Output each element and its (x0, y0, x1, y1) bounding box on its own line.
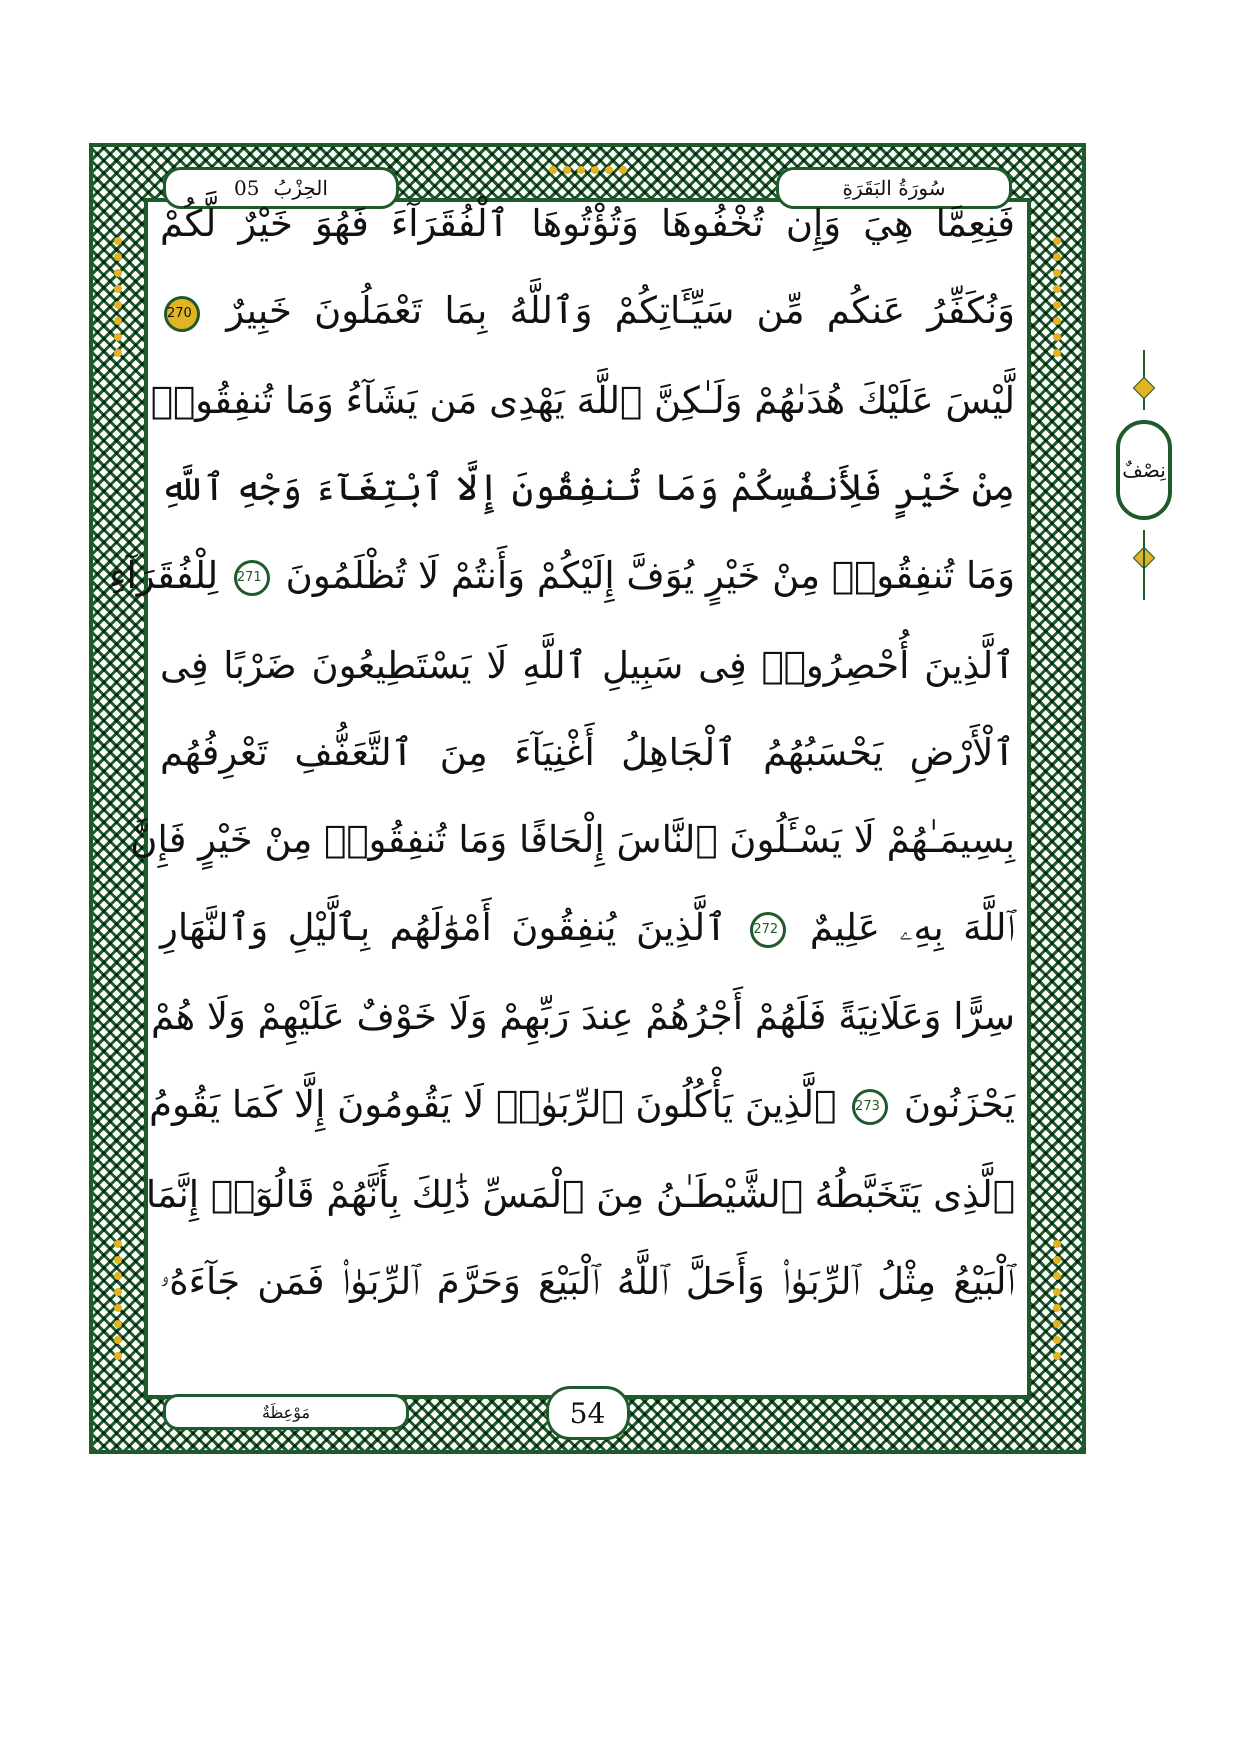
quran-text (109, 202, 1016, 1303)
verse-line (160, 1259, 1015, 1303)
marker-line-bottom (1143, 530, 1145, 600)
verse-text: وَنُكَفِّرُ عَنكُم مِّن سَيِّـَٔاتِكُمْ وَٱللَّهُ بِمَا تَعْمَلُونَ خَبِيرٌ (226, 289, 1015, 333)
verse-text: بِسِيمَـٰهُمْ لَا يَسْـَٔلُونَ ٱلنَّاسَ إِلْحَافًا وَمَا تُنفِقُوا۟ مِنْ خَيْرٍ فَإِنَّ (130, 818, 1015, 862)
verse-line (160, 466, 1015, 510)
left-ornament-bottom (111, 1240, 125, 1360)
verse-line (160, 730, 1015, 774)
verse-text: ٱلَّذِينَ أُحْصِرُوا۟ فِى سَبِيلِ ٱللَّهِ لَا يَسْتَطِيعُونَ ضَرْبًا فِى (160, 643, 1015, 687)
verse-line (160, 905, 1016, 949)
right-ornament-bottom (1050, 1240, 1064, 1360)
verse-text: وَمَا تُنفِقُوا۟ مِنْ خَيْرٍ يُوَفَّ إِلَيْكُمْ وَأَنتُمْ لَا تُظْلَمُونَ (285, 553, 1015, 597)
ayah-number-marker: 273 (852, 1089, 888, 1125)
right-ornament-top (1050, 237, 1064, 357)
verse-text: فَنِعِمَّا هِيَ وَإِن تُخْفُوهَا وَتُؤْتُوهَا ٱلْفُقَرَآءَ فَهُوَ خَيْرٌ لَّكُمْ (160, 202, 1015, 245)
verse-text: ٱللَّهَ بِهِۦ عَلِيمٌ (809, 905, 1016, 949)
verse-text: ٱلْبَيْعُ مِثْلُ ٱلرِّبَوٰا۟ وَأَحَلَّ ٱللَّهُ ٱلْبَيْعَ وَحَرَّمَ ٱلرِّبَوٰا۟ فَمَن جَآءَهُۥ (160, 1259, 1015, 1303)
verse-text: يَحْزَنُونَ (903, 1082, 1015, 1126)
section-word: مَوْعِظَةٌ (261, 1402, 311, 1422)
verse-text: لِلْفُقَرَآءِ (109, 553, 219, 597)
hizb-number: 05 (234, 176, 260, 200)
verse-line (160, 643, 1015, 687)
footer-word-box (163, 1394, 409, 1430)
ayah-number-marker: 270 (164, 296, 200, 332)
verse-text: لَّيْسَ عَلَيْكَ هُدَىٰهُمْ وَلَـٰكِنَّ ٱللَّهَ يَهْدِى مَن يَشَآءُ وَمَا تُنفِقُوا۟ (150, 379, 1015, 423)
verse-text: ٱلَّذِينَ يُنفِقُونَ أَمْوَٰلَهُم بِٱلَّيْلِ وَٱلنَّهَارِ (160, 905, 727, 949)
hizb-label: الحِزْبُ (273, 176, 328, 200)
verse-text: ٱلَّذِينَ يَأْكُلُونَ ٱلرِّبَوٰا۟ لَا يَقُومُونَ إِلَّا كَمَا يَقُومُ (149, 1082, 837, 1126)
ayah-number-marker: 272 (750, 912, 786, 948)
hizb-medallion (1116, 420, 1172, 520)
ayah-number-marker: 271 (234, 560, 270, 596)
page-number: 54 (546, 1386, 630, 1440)
verse-line (150, 995, 1015, 1039)
verse-line (160, 289, 1015, 333)
hizb-marker-label: نِصْفٌ (1122, 458, 1166, 482)
top-ornament (549, 163, 627, 177)
verse-line (130, 818, 1015, 862)
verse-line (149, 1082, 1015, 1126)
surah-name: سُورَةُ البَقَرَةِ (842, 176, 946, 200)
verse-line (109, 553, 1015, 597)
marker-diamond-top (1133, 377, 1156, 400)
hizb-quarter-marker (1116, 350, 1172, 600)
verse-text: سِرًّا وَعَلَانِيَةً فَلَهُمْ أَجْرُهُمْ عِندَ رَبِّهِمْ وَلَا خَوْفٌ عَلَيْهِمْ وَلَا هُمْ (150, 995, 1015, 1039)
verse-text: مِنْ خَيْرٍ فَلِأَنفُسِكُمْ وَمَا تُنفِقُونَ إِلَّا ٱبْتِغَآءَ وَجْهِ ٱللَّهِ (160, 466, 1015, 510)
verse-line (145, 1172, 1015, 1216)
left-ornament-top (111, 237, 125, 357)
verse-line (150, 379, 1015, 423)
verse-text: ٱلَّذِى يَتَخَبَّطُهُ ٱلشَّيْطَـٰنُ مِنَ ٱلْمَسِّ ذَٰلِكَ بِأَنَّهُمْ قَالُوٓا۟ إِنَّمَا (145, 1172, 1015, 1216)
verse-line (160, 202, 1015, 245)
verse-text: ٱلْأَرْضِ يَحْسَبُهُمُ ٱلْجَاهِلُ أَغْنِيَآءَ مِنَ ٱلتَّعَفُّفِ تَعْرِفُهُم (160, 730, 1015, 774)
